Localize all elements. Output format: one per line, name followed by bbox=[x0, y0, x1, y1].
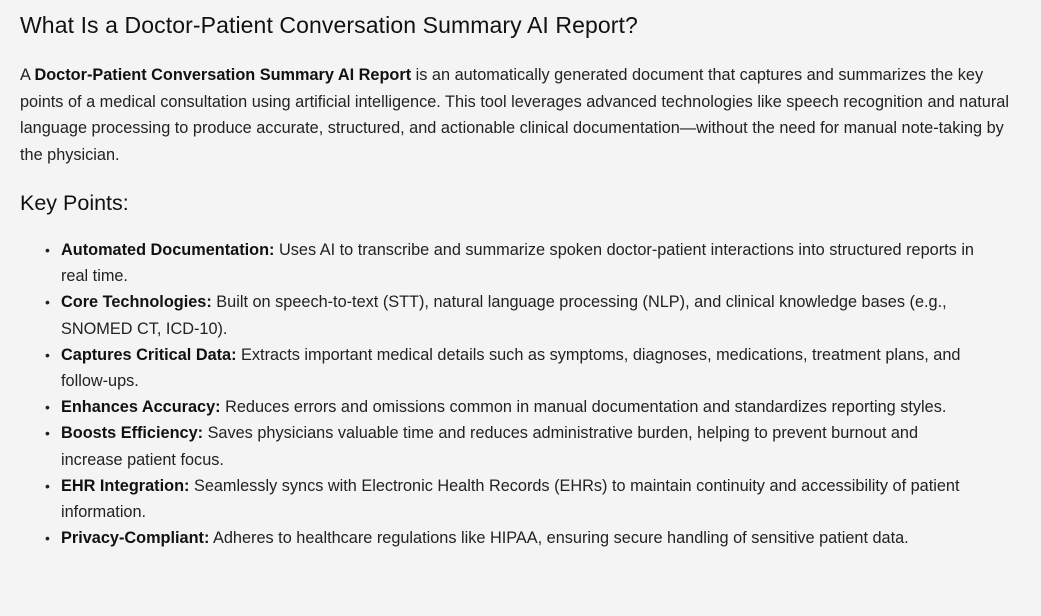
bullet-icon: • bbox=[45, 530, 50, 547]
point-label: Privacy-Compliant: bbox=[61, 529, 210, 548]
point-label: Enhances Accuracy: bbox=[61, 398, 221, 417]
list-item bbox=[45, 525, 981, 551]
list-item bbox=[45, 394, 981, 420]
point-label: Automated Documentation: bbox=[61, 241, 275, 259]
list-item bbox=[45, 237, 981, 289]
list-item bbox=[45, 289, 981, 341]
intro-text: is an automatically generated document that captures and summarizes the key points of a medical consultation using artificial intelligence. This tool leverages advanced technologies like speech recognition and natural language processing to produce accurate, structured, and actionable clinical documentation—without the need for manual note-taking by the physician. bbox=[20, 66, 1009, 164]
bullet-icon: • bbox=[45, 477, 50, 494]
point-text: Built on speech-to-text (STT), natural language processing (NLP), and clinical knowledge bases (e.g., SNOMED CT, ICD-10). bbox=[61, 293, 947, 338]
intro-prefix: A bbox=[20, 66, 35, 84]
bullet-icon: • bbox=[45, 242, 50, 258]
key-points-list bbox=[20, 237, 1021, 551]
bullet-icon: • bbox=[45, 399, 50, 416]
key-points-heading: Key Points: bbox=[20, 191, 129, 215]
list-item bbox=[45, 342, 981, 394]
point-text: Reduces errors and omissions common in manual documentation and standardizes reporting styles. bbox=[220, 398, 947, 417]
page-title: What Is a Doctor-Patient Conversation Summary AI Report? bbox=[20, 12, 638, 38]
point-text: Seamlessly syncs with Electronic Health Records (EHRs) to maintain continuity and accessibility of patient information. bbox=[61, 476, 960, 522]
point-text: Adheres to healthcare regulations like HIPAA, ensuring secure handling of sensitive patient data. bbox=[209, 529, 909, 548]
point-label: Captures Critical Data: bbox=[61, 345, 237, 364]
point-label: Core Technologies: bbox=[61, 293, 212, 312]
point-text: Extracts important medical details such as symptoms, diagnoses, medications, treatment plans, and follow-ups. bbox=[61, 345, 961, 391]
bullet-icon: • bbox=[45, 425, 50, 442]
point-label: Boosts Efficiency: bbox=[61, 424, 204, 443]
point-text: Saves physicians valuable time and reduces administrative burden, helping to prevent burnout and increase patient focus. bbox=[61, 424, 919, 469]
list-item bbox=[45, 473, 981, 525]
bullet-icon: • bbox=[45, 346, 50, 363]
intro-bold-term: Doctor-Patient Conversation Summary AI Report bbox=[34, 66, 412, 84]
list-item bbox=[45, 420, 981, 472]
intro-paragraph bbox=[20, 62, 1010, 168]
point-text: Uses AI to transcribe and summarize spoken doctor-patient interactions into structured reports in real time. bbox=[61, 241, 974, 286]
point-label: EHR Integration: bbox=[61, 476, 190, 495]
bullet-icon: • bbox=[45, 294, 50, 311]
